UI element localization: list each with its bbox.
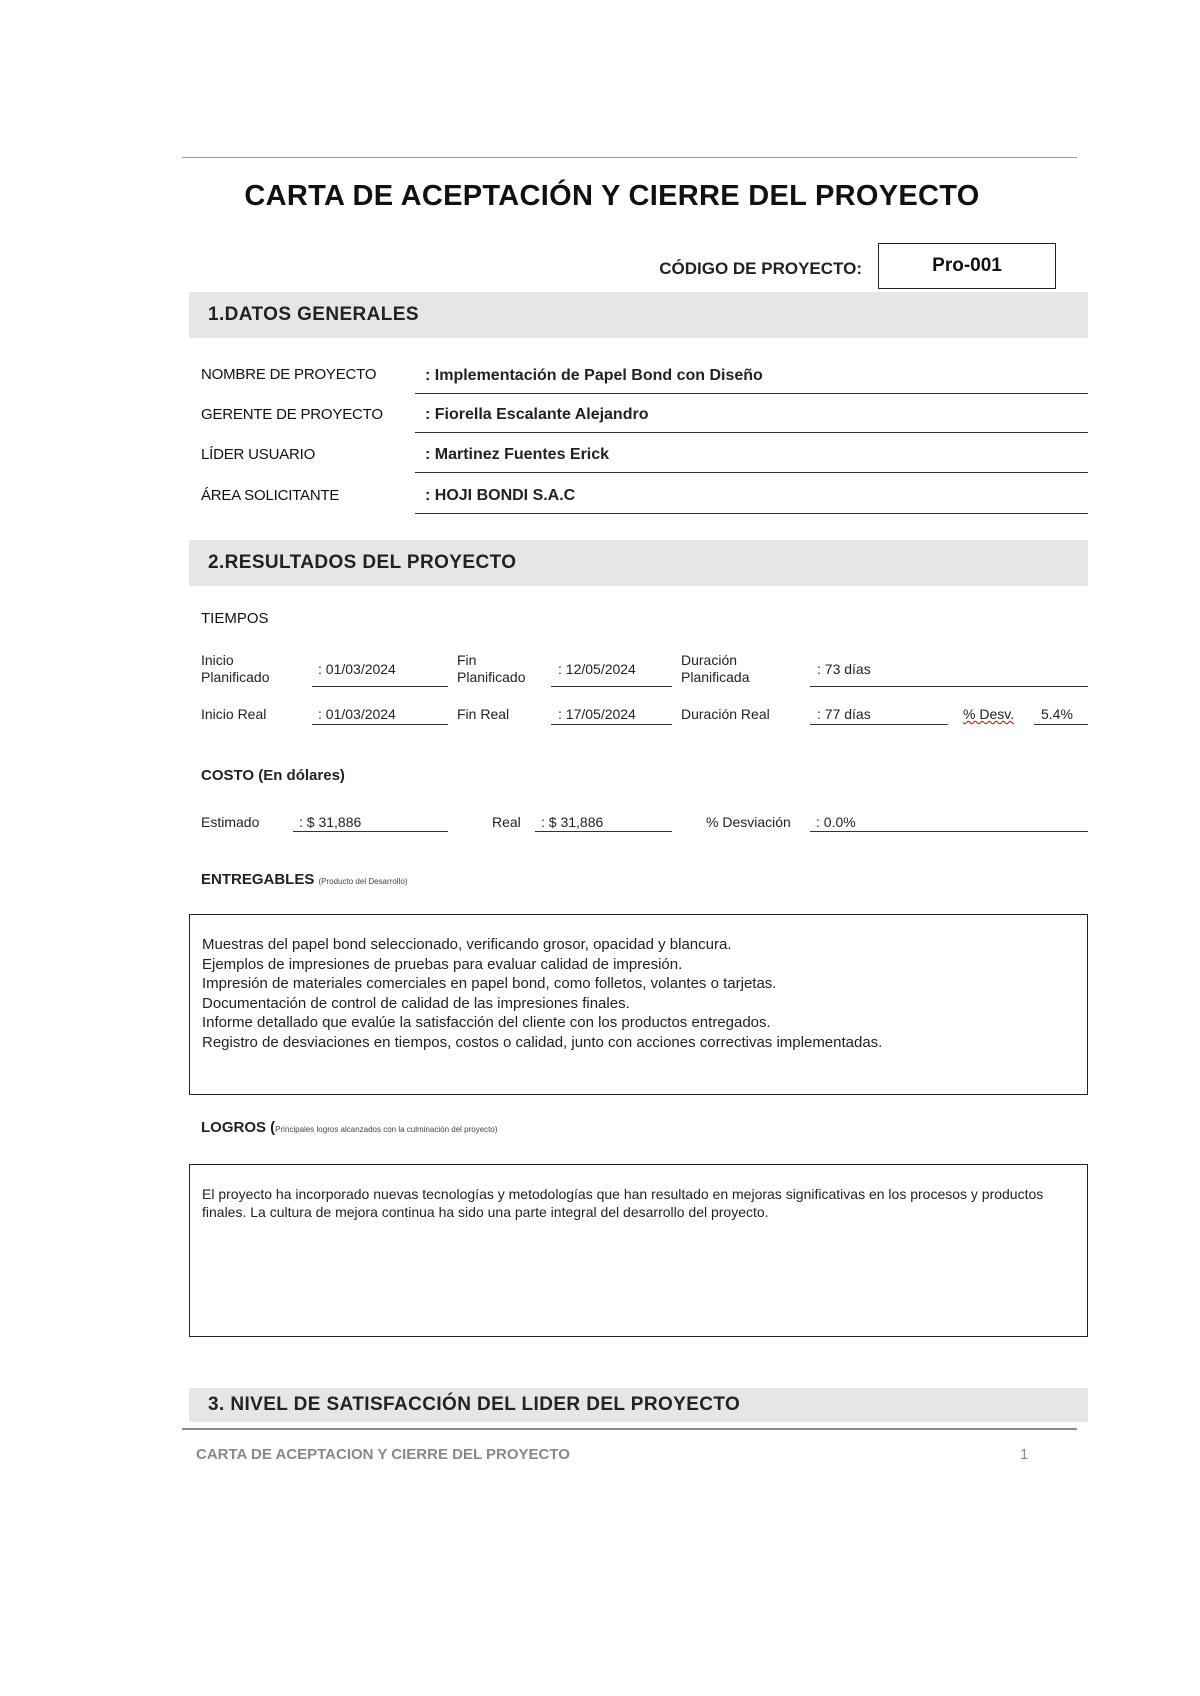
field-value-lider: : Martinez Fuentes Erick xyxy=(425,446,610,463)
inicio-real-label: Inicio Real xyxy=(201,706,267,722)
entregables-heading xyxy=(201,871,407,888)
costo-estimado-label: Estimado xyxy=(201,814,260,830)
costo-desviacion-line xyxy=(810,831,1088,832)
entregable-item: Muestras del papel bond seleccionado, verificando grosor, opacidad y blancura. xyxy=(202,936,732,953)
project-code-label: CÓDIGO DE PROYECTO: xyxy=(659,259,862,278)
section-resultados: 2.RESULTADOS DEL PROYECTO xyxy=(189,540,1088,586)
tiempos-heading: TIEMPOS xyxy=(201,610,269,627)
desviacion-tiempo-line xyxy=(1034,724,1088,725)
logros-note: Principales logros alcanzados con la culminación del proyecto) xyxy=(275,1125,498,1134)
costo-real-value: : $ 31,886 xyxy=(541,814,604,830)
header-rule xyxy=(182,157,1077,158)
field-value-area: : HOJI BONDI S.A.C xyxy=(425,487,576,504)
field-line-nombre xyxy=(415,393,1088,394)
entregables-box xyxy=(189,914,1088,1095)
desviacion-tiempo-label xyxy=(963,706,1014,723)
logros-title: LOGROS ( xyxy=(201,1119,276,1136)
entregable-item: Registro de desviaciones en tiempos, costos o calidad, junto con acciones correctivas implementadas. xyxy=(202,1033,883,1051)
fin-real-label: Fin Real xyxy=(457,706,510,722)
fin-planificado-line xyxy=(551,686,672,687)
footer-title: CARTA DE ACEPTACION Y CIERRE DEL PROYECTO xyxy=(196,1446,570,1463)
duracion-real-value: : 77 días xyxy=(817,706,871,722)
inicio-real-value: : 01/03/2024 xyxy=(318,706,396,722)
desviacion-tiempo-value: 5.4% xyxy=(1041,706,1073,722)
duracion-planificada-line xyxy=(810,686,1088,687)
field-label-area: ÁREA SOLICITANTE xyxy=(201,487,340,504)
page-number: 1 xyxy=(1020,1446,1029,1463)
inicio-planificado-value: : 01/03/2024 xyxy=(318,661,396,677)
duracion-real-line xyxy=(810,724,948,725)
costo-estimado-line xyxy=(293,831,448,832)
footer-rule xyxy=(182,1428,1077,1430)
section-datos-generales: 1.DATOS GENERALES xyxy=(189,292,1088,338)
field-line-gerente xyxy=(415,432,1088,433)
field-line-lider xyxy=(415,472,1088,473)
costo-real-label: Real xyxy=(492,814,521,830)
costo-heading: COSTO (En dólares) xyxy=(201,767,345,784)
project-code-box xyxy=(878,243,1056,289)
logros-text: El proyecto ha incorporado nuevas tecnologías y metodologías que han resultado en mejoras significativas en los procesos y productos finales. La cultura de mejora continua ha sido una parte integral del desarrollo del proyecto. xyxy=(202,1186,1044,1220)
field-label-gerente: GERENTE DE PROYECTO xyxy=(201,406,383,423)
entregable-item: Informe detallado que evalúe la satisfacción del cliente con los productos entregados. xyxy=(202,1014,771,1031)
duracion-planificada-label: Duración Planificada xyxy=(681,652,750,685)
entregable-item: Impresión de materiales comerciales en papel bond, como folletos, volantes o tarjetas. xyxy=(202,975,777,992)
entregables-title: ENTREGABLES xyxy=(201,871,315,888)
field-value-nombre: : Implementación de Papel Bond con Diseño xyxy=(425,367,763,384)
entregables-note: (Producto del Desarrollo) xyxy=(318,877,408,886)
desviacion-tiempo-label-text: % Desv. xyxy=(963,706,1015,722)
duracion-real-label: Duración Real xyxy=(681,706,770,722)
costo-desviacion-value: : 0.0% xyxy=(816,814,856,830)
entregable-item: Ejemplos de impresiones de pruebas para evaluar calidad de impresión. xyxy=(202,955,683,973)
costo-estimado-value: : $ 31,886 xyxy=(299,814,362,830)
entregables-list xyxy=(190,915,1087,1072)
document-title: CARTA DE ACEPTACIÓN Y CIERRE DEL PROYECTO xyxy=(244,180,980,212)
costo-desviacion-label: % Desviación xyxy=(706,814,791,830)
fin-planificado-value: : 12/05/2024 xyxy=(558,661,636,677)
logros-box xyxy=(189,1164,1088,1337)
inicio-planificado-line xyxy=(312,686,448,687)
fin-real-value: : 17/05/2024 xyxy=(558,706,636,722)
inicio-planificado-label: Inicio Planificado xyxy=(201,652,270,685)
field-label-lider: LÍDER USUARIO xyxy=(201,446,316,463)
entregable-item: Documentación de control de calidad de las impresiones finales. xyxy=(202,994,630,1012)
fin-planificado-label: Fin Planificado xyxy=(457,652,526,685)
field-line-area xyxy=(415,513,1088,514)
inicio-real-line xyxy=(312,724,448,725)
section-nivel-satisfaccion: 3. NIVEL DE SATISFACCIÓN DEL LIDER DEL PROYECTO xyxy=(189,1388,1088,1422)
duracion-planificada-value: : 73 días xyxy=(817,661,871,677)
fin-real-line xyxy=(551,724,672,725)
logros-heading xyxy=(201,1119,498,1136)
project-code-value: Pro-001 xyxy=(932,255,1002,276)
field-value-gerente: : Fiorella Escalante Alejandro xyxy=(425,406,649,423)
costo-real-line xyxy=(535,831,672,832)
field-label-nombre: NOMBRE DE PROYECTO xyxy=(201,366,377,383)
